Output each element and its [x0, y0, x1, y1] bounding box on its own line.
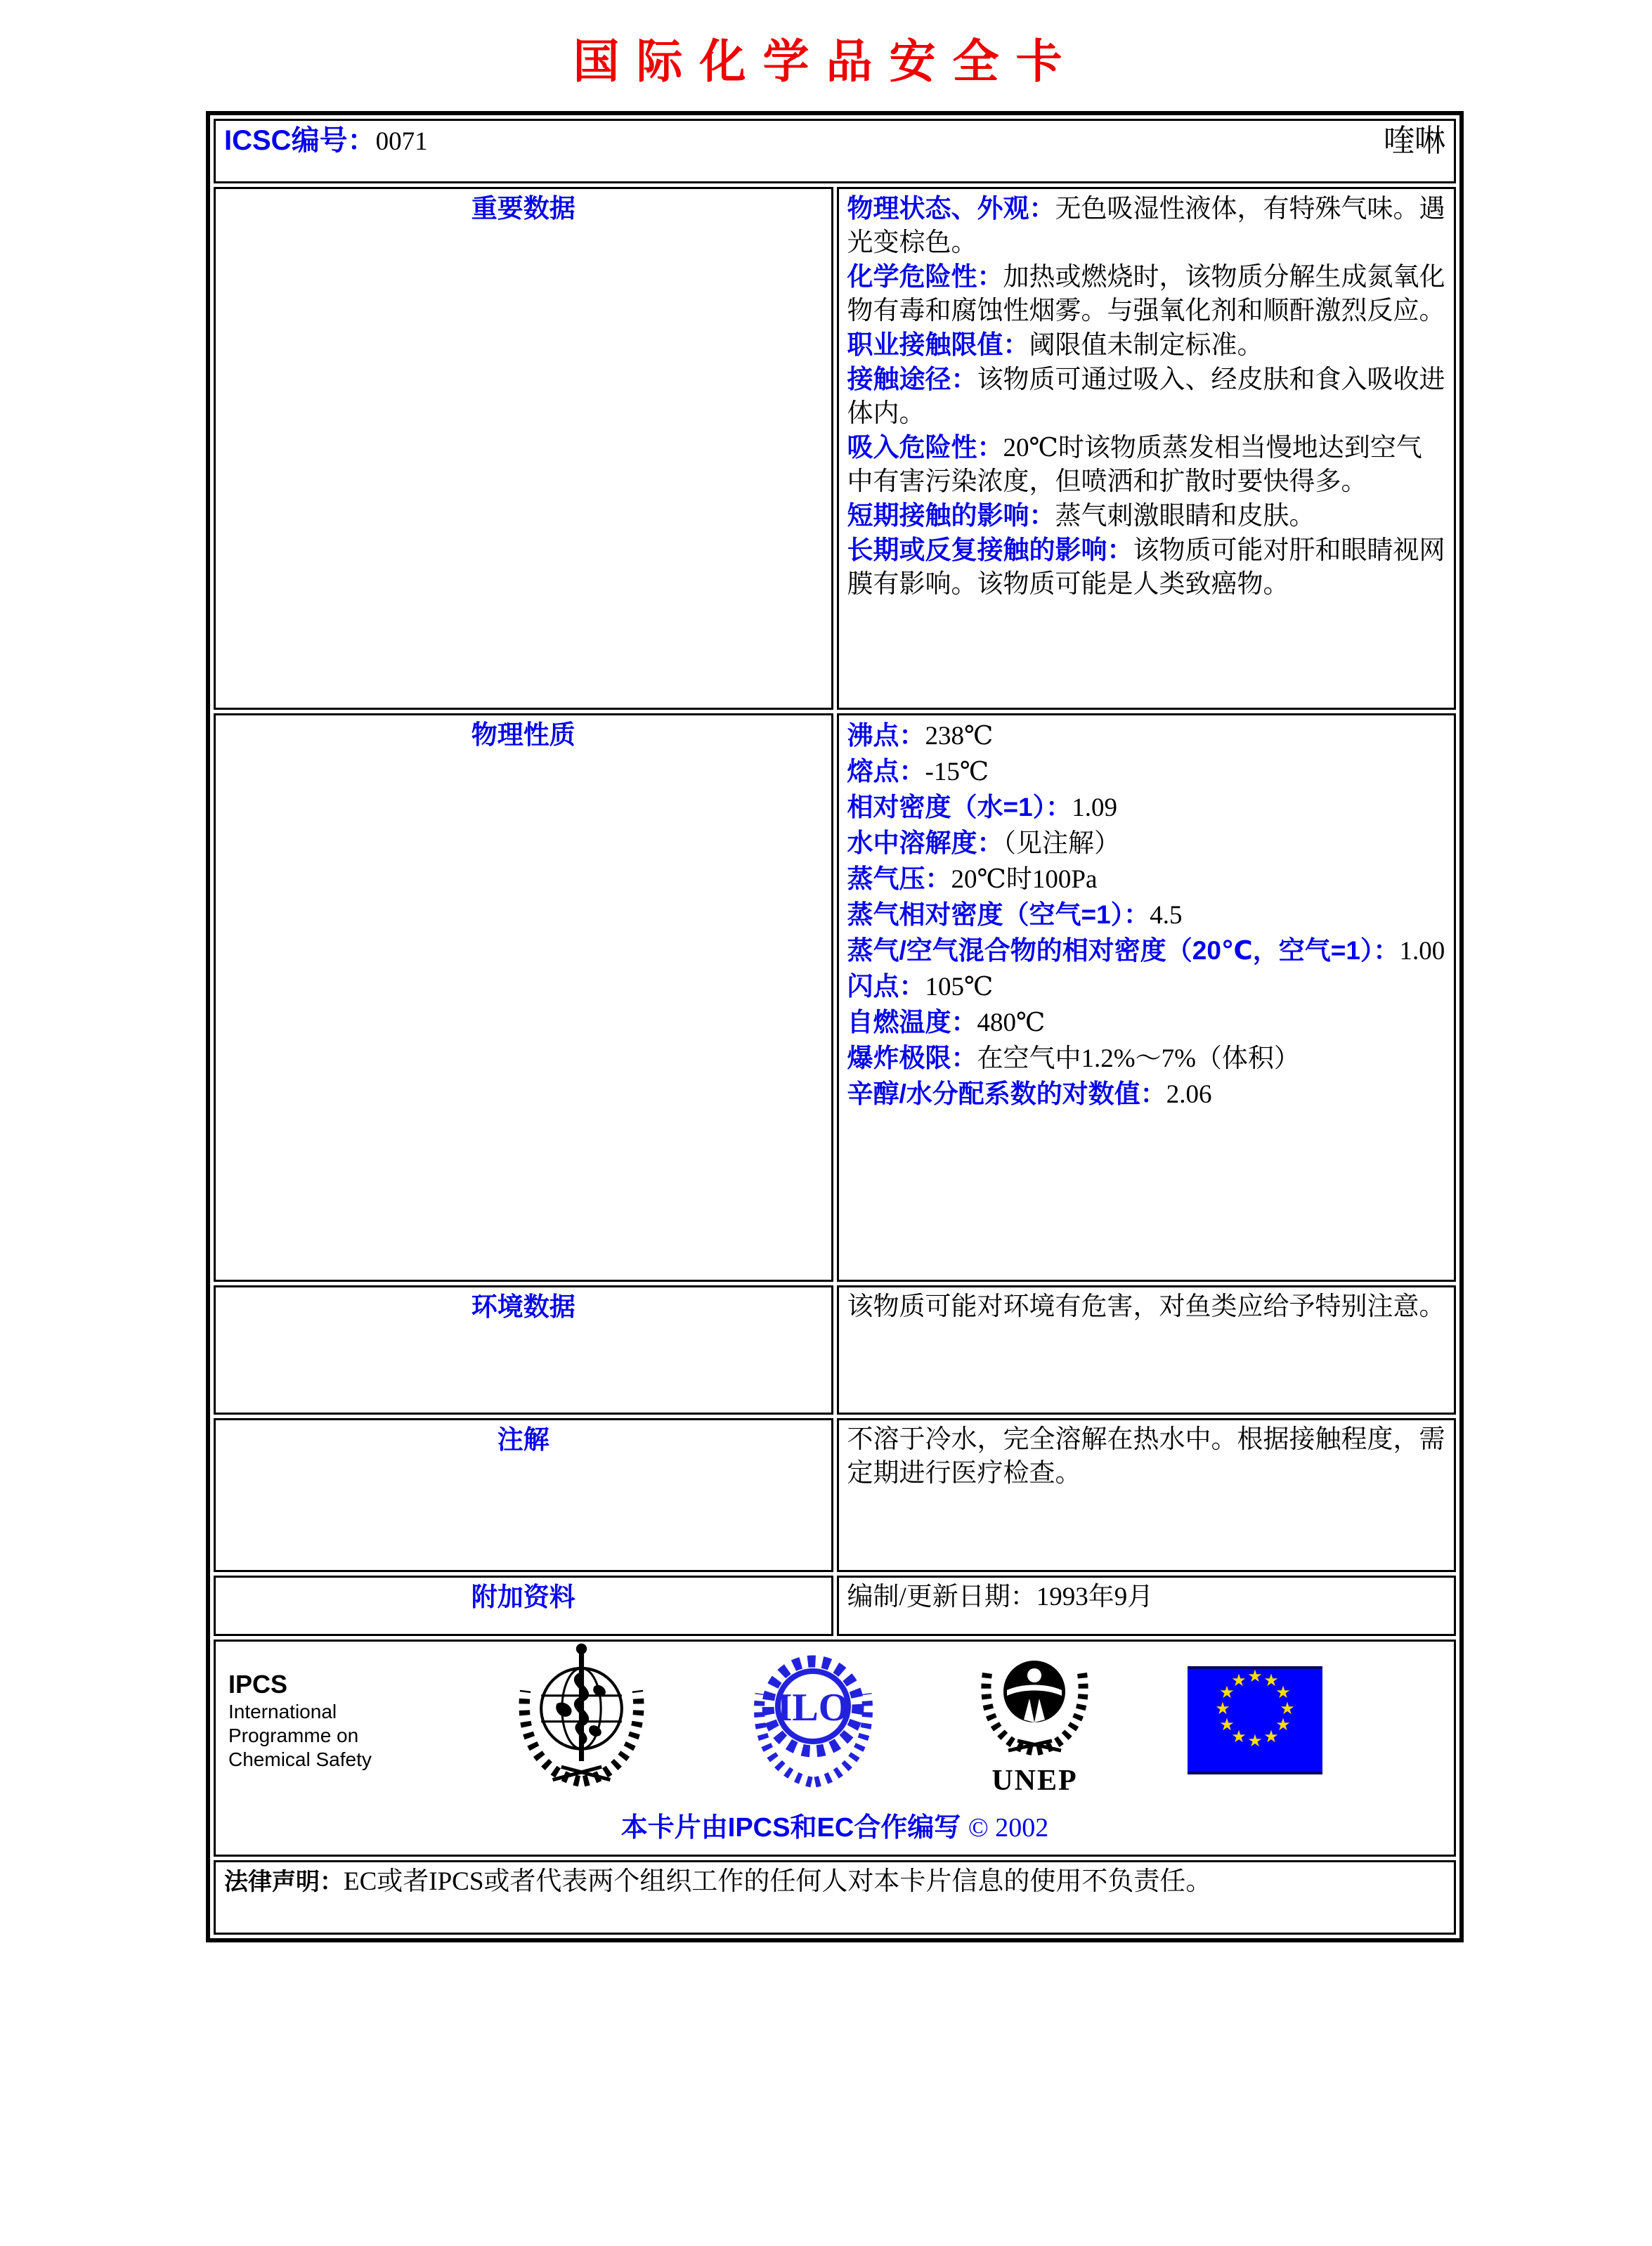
- svg-text:★: ★: [1219, 1714, 1235, 1734]
- property-line: [847, 1041, 1446, 1077]
- legal-text: EC或者IPCS或者代表两个组织工作的任何人对本卡片信息的使用不负责任。: [344, 1867, 1212, 1896]
- footer-caption-text: 本卡片由IPCS和EC合作编写: [620, 1813, 961, 1843]
- property-value: 4.5: [1150, 901, 1183, 930]
- additional-info-content: [837, 1576, 1457, 1636]
- property-label: 蒸气压：: [847, 864, 951, 893]
- legal-cell: [214, 1860, 1456, 1935]
- icsc-number-label: ICSC编号：: [224, 125, 376, 156]
- ipcs-subtitle-line: Programme on: [228, 1724, 359, 1746]
- property-line: [847, 192, 1446, 260]
- property-label: 沸点：: [847, 721, 925, 750]
- property-value: 480℃: [977, 1008, 1046, 1037]
- update-date-value: 1993年9月: [1036, 1583, 1154, 1611]
- environment-text: 该物质可能对环境有危害，对鱼类应给予特别注意。: [847, 1292, 1445, 1321]
- ipcs-subtitle-line: International: [228, 1700, 337, 1722]
- property-label: 职业接触限值：: [847, 330, 1029, 359]
- copyright-text: © 2002: [968, 1813, 1049, 1843]
- unep-logo-block: [973, 1644, 1096, 1796]
- property-label: 长期或反复接触的影响：: [847, 535, 1133, 564]
- important-data-row: [214, 187, 1456, 710]
- ipcs-text-block: [228, 1669, 418, 1772]
- property-label: 相对密度（水=1）：: [847, 793, 1072, 822]
- notes-content: [837, 1418, 1457, 1572]
- property-value: 加热或燃烧时，该物质分解生成氮氧化物有毒和腐蚀性烟雾。与强氧化剂和顺酐激烈反应。: [847, 263, 1445, 325]
- property-value: -15℃: [925, 758, 989, 786]
- property-line: [847, 897, 1446, 933]
- important-data-row-label: 重要数据: [214, 187, 833, 710]
- property-line: [847, 431, 1446, 499]
- ilo-logo-text: ILO: [776, 1686, 850, 1729]
- ilo-logo-icon: [745, 1642, 882, 1798]
- important-data-content: [837, 187, 1457, 710]
- property-line: [847, 328, 1446, 363]
- header-cell: [214, 119, 1456, 183]
- property-line: [847, 1077, 1446, 1112]
- additional-info-row: [214, 1576, 1456, 1636]
- property-value: 105℃: [925, 973, 994, 1001]
- icsc-card-table: [206, 111, 1464, 1942]
- header-row: [214, 119, 1456, 183]
- property-label: 吸入危险性：: [847, 433, 1003, 462]
- notes-text: 不溶于冷水，完全溶解在热水中。根据接触程度，需定期进行医疗检查。: [847, 1425, 1445, 1488]
- property-label: 化学危险性：: [847, 262, 1003, 291]
- property-value: 1.09: [1072, 793, 1117, 822]
- property-label: 水中溶解度：: [847, 829, 1003, 857]
- svg-text:★: ★: [1215, 1698, 1230, 1718]
- property-line: [847, 499, 1446, 533]
- ipcs-title: IPCS: [228, 1669, 288, 1699]
- notes-row-label: 注解: [214, 1418, 833, 1572]
- environment-data-row: [214, 1285, 1456, 1415]
- property-label: 熔点：: [847, 757, 925, 786]
- environment-data-row-label: 环境数据: [214, 1285, 833, 1415]
- chemical-name: 喹啉: [1384, 124, 1445, 158]
- svg-text:★: ★: [1275, 1682, 1291, 1702]
- property-value: 在空气中1.2%～7%（体积）: [977, 1044, 1300, 1073]
- property-label: 自燃温度：: [847, 1008, 977, 1037]
- property-value: 20℃时该物质蒸发相当慢地达到空气中有害污染浓度，但喷洒和扩散时要快得多。: [847, 434, 1422, 496]
- physical-properties-content: [837, 713, 1457, 1282]
- legal-label: 法律声明：: [224, 1869, 344, 1895]
- property-line: [847, 260, 1446, 328]
- additional-info-row-label: 附加资料: [214, 1576, 833, 1636]
- property-label: 短期接触的影响：: [847, 501, 1055, 530]
- unep-logo-icon: [973, 1644, 1096, 1765]
- property-line: [847, 790, 1446, 826]
- notes-row: [214, 1418, 1456, 1572]
- property-label: 蒸气相对密度（空气=1）：: [847, 900, 1150, 929]
- physical-properties-row: [214, 713, 1456, 1282]
- property-value: 蒸气刺激眼睛和皮肤。: [1055, 502, 1315, 531]
- property-label: 接触途径：: [847, 365, 977, 394]
- svg-text:★: ★: [1247, 1668, 1263, 1686]
- property-label: 蒸气/空气混合物的相对密度（20℃，空气=1）：: [847, 936, 1400, 965]
- icsc-number-group: [224, 124, 428, 159]
- svg-text:★: ★: [1219, 1682, 1235, 1702]
- property-label: 物理状态、外观：: [847, 194, 1055, 223]
- physical-properties-row-label: 物理性质: [214, 713, 833, 1282]
- property-line: [847, 533, 1446, 602]
- property-value: 238℃: [925, 722, 994, 751]
- property-value: 该物质可能对肝和眼睛视网膜有影响。该物质可能是人类致癌物。: [847, 536, 1445, 599]
- property-value: （见注解）: [1003, 829, 1120, 858]
- legal-row: [214, 1860, 1456, 1935]
- ipcs-subtitle-line: Chemical Safety: [228, 1748, 372, 1770]
- svg-text:★: ★: [1263, 1670, 1279, 1690]
- svg-text:★: ★: [1231, 1670, 1247, 1690]
- property-line: [847, 363, 1446, 431]
- update-date-label: 编制/更新日期：: [847, 1583, 1036, 1611]
- property-value: 阈限值未制定标准。: [1029, 331, 1263, 360]
- property-value: 无色吸湿性液体，有特殊气味。遇光变棕色。: [847, 195, 1445, 257]
- property-label: 闪点：: [847, 972, 925, 1001]
- svg-text:★: ★: [1263, 1726, 1279, 1746]
- property-value: 该物质可通过吸入、经皮肤和食入吸收进体内。: [847, 365, 1445, 428]
- property-value: 1.00: [1399, 937, 1445, 966]
- eu-flag-icon: [1188, 1666, 1322, 1774]
- unep-logo-text: UNEP: [991, 1765, 1078, 1797]
- property-label: 爆炸极限：: [847, 1044, 977, 1072]
- property-value: 2.06: [1166, 1080, 1212, 1109]
- property-line: [847, 862, 1446, 897]
- page-title: 国际化学品安全卡: [573, 34, 1079, 89]
- footer-row: [214, 1640, 1456, 1857]
- property-line: [847, 1005, 1446, 1041]
- footer-caption: [224, 1811, 1445, 1845]
- property-line: [847, 718, 1446, 754]
- property-line: [847, 969, 1446, 1005]
- svg-text:★: ★: [1280, 1698, 1295, 1718]
- svg-text:★: ★: [1275, 1714, 1291, 1734]
- svg-text:★: ★: [1247, 1730, 1263, 1751]
- svg-text:★: ★: [1231, 1726, 1247, 1746]
- property-line: [847, 933, 1446, 969]
- property-line: [847, 826, 1446, 862]
- icsc-number-value: 0071: [375, 127, 428, 156]
- who-logo-icon: [509, 1640, 653, 1800]
- environment-data-content: [837, 1285, 1457, 1415]
- property-line: [847, 754, 1446, 790]
- footer-cell: [214, 1640, 1456, 1857]
- property-label: 辛醇/水分配系数的对数值：: [847, 1079, 1166, 1108]
- property-value: 20℃时100Pa: [951, 865, 1098, 894]
